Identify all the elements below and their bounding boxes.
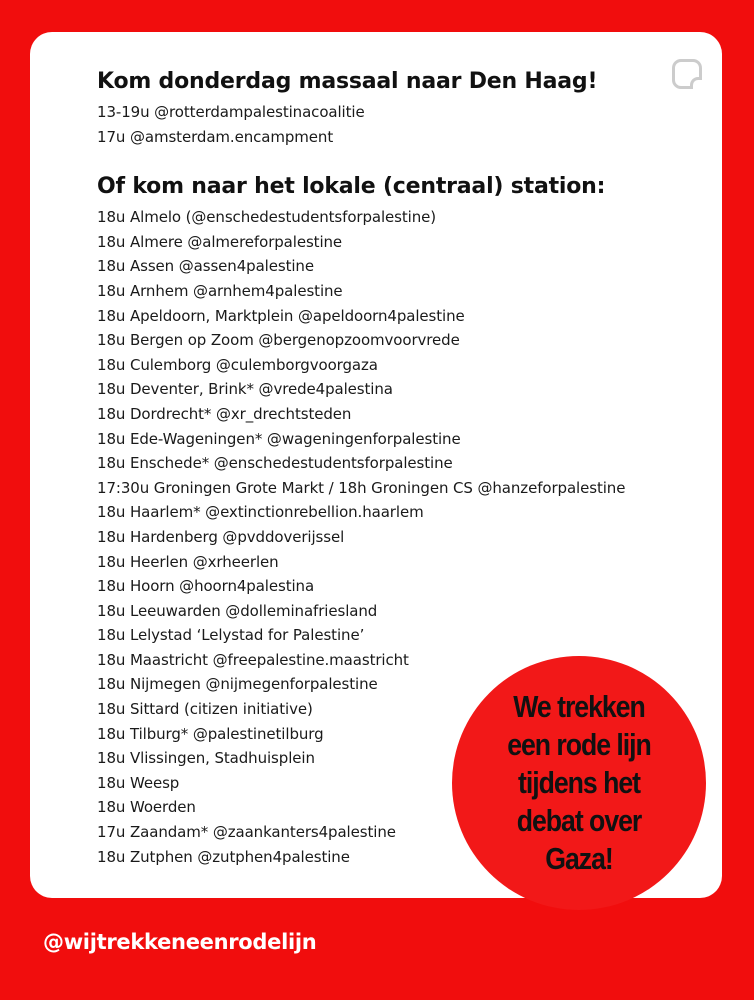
list-item: 13-19u @rotterdampalestinacoalitie: [97, 103, 365, 121]
list-item: 18u Enschede* @enschedestudentsforpalestine: [97, 454, 453, 473]
list-item: 18u Weesp: [97, 773, 180, 792]
section-title-den-haag: Kom donderdag massaal naar Den Haag!: [97, 69, 598, 94]
list-item: 18u Leeuwarden @dolleminafriesland: [97, 601, 378, 620]
list-item: 18u Almelo (@enschedestudentsforpalestine): [97, 208, 437, 227]
list-item: 18u Lelystad ‘Lelystad for Palestine’: [97, 626, 365, 645]
list-item: 18u Hoorn @hoorn4palestina: [97, 577, 315, 596]
den-haag-list: [97, 100, 687, 149]
account-handle[interactable]: @wijtrekkeneenrodelijn: [43, 930, 317, 954]
list-item: 18u Assen @assen4palestine: [97, 257, 314, 276]
list-item: 17u Zaandam* @zaankanters4palestine: [97, 823, 396, 842]
list-item: 18u Deventer, Brink* @vrede4palestina: [97, 380, 393, 399]
list-item: 18u Ede-Wageningen* @wageningenforpalestine: [97, 429, 461, 448]
list-item: 18u Apeldoorn, Marktplein @apeldoorn4palestine: [97, 306, 465, 325]
list-item: 18u Culemborg @culemborgvoorgaza: [97, 355, 378, 374]
red-line-badge: [452, 656, 706, 910]
list-item: 18u Haarlem* @extinctionrebellion.haarlem: [97, 503, 424, 522]
list-item: 18u Sittard (citizen initiative): [97, 700, 313, 719]
list-item: 18u Zutphen @zutphen4palestine: [97, 847, 350, 866]
list-item: 17u @amsterdam.encampment: [97, 127, 334, 146]
list-item: 18u Heerlen @xrheerlen: [97, 552, 279, 571]
list-item: 18u Dordrecht* @xr_drechtsteden: [97, 404, 352, 423]
list-item: 18u Almere @almereforpalestine: [97, 232, 343, 251]
list-item: 18u Tilburg* @palestinetilburg: [97, 724, 324, 743]
list-item: 18u Arnhem @arnhem4palestine: [97, 281, 343, 300]
list-item: 17:30u Groningen Grote Markt / 18h Groningen CS @hanzeforpalestine: [97, 478, 626, 497]
list-item: 18u Bergen op Zoom @bergenopzoomvoorvrede: [97, 331, 460, 350]
list-item: 18u Hardenberg @pvddoverijssel: [97, 527, 345, 546]
list-item: 18u Maastricht @freepalestine.maastricht: [97, 650, 409, 669]
list-item: 18u Vlissingen, Stadhuisplein: [97, 749, 315, 768]
section-title-local-stations: Of kom naar het lokale (centraal) station:: [97, 174, 606, 200]
list-item: 18u Nijmegen @nijmegenforpalestine: [97, 675, 378, 694]
badge-text: We trekken een rode lijn tijdens het debat over Gaza!: [507, 689, 651, 876]
list-item: 18u Woerden: [97, 798, 196, 817]
